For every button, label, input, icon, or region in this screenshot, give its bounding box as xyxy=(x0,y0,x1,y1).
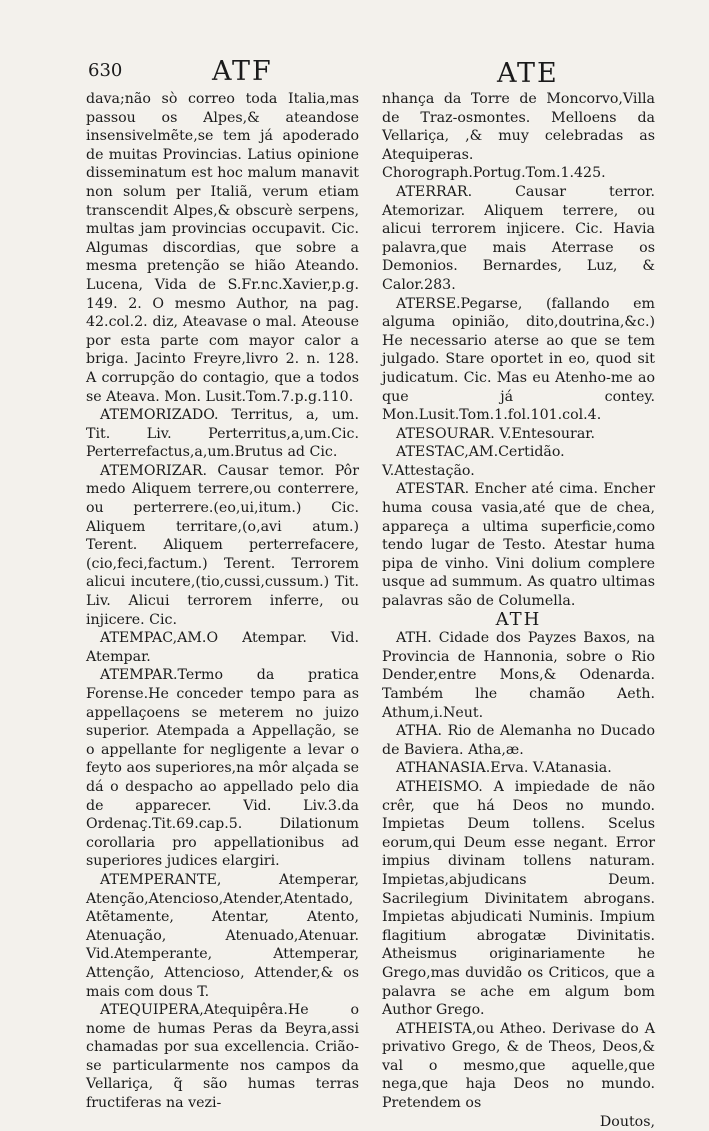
entry-paragraph: dava;não sò correo toda Italia,mas passou os Alpes,& ateandose insensivelmẽte,se tem já apoderado de muitas Provincias. Latius opinione disseminatum est hoc malum manavit non solum per Italiã, verum etiam transcendit Alpes,& obscurè serpens, multas jam provincias occupavit. Cic. Algumas discordias, que sobre a mesma pretenção se hião Ateando. Lucena, Vida de S.Fr.nc.Xavier,p.g. 149. 2. O mesmo Author, na pag. 42.col.2. diz, Ateavase o mal. Ateouse por esta parte com mayor calor a briga. Jacinto Freyre,livro 2. n. 128. A corrupção do contagio, que a todos se Ateava. Mon. Lusit.Tom.7.p.g.110. xyxy=(86,91,359,405)
left-column xyxy=(86,90,359,1113)
entry-paragraph: ATH. Cidade dos Payzes Baxos, na Provincia de Hannonia, sobre o Rio Dender,entre Mons,& Odenarda. Também lhe chamão Aeth. Athum,i.Neut. xyxy=(382,630,655,721)
entry-paragraph: ATEMORIZADO. Territus, a, um. Tit. Liv. Perterritus,a,um.Cic. Perterrefactus,a,um.Brutus ad Cic. xyxy=(86,407,359,461)
entry-paragraph: ATERRAR. Causar terror. Atemorizar. Aliquem terrere, ou alicui terrorem injicere. Cic. Havia palavra,que mais Aterrase os Demonios. Bernardes, Luz, & Calor.283. xyxy=(382,183,655,293)
section-heading: ATH xyxy=(495,608,542,630)
entry-paragraph: ATEMPERANTE, Atemperar, Atenção,Atencioso,Atender,Atentado, Atẽtamente, Atentar, Atento, Atenuação, Atenuado,Atenuar. Vid.Atemperante, Attemperar, Attenção, Attencioso, Attender,& os mais com dous T. xyxy=(86,871,359,1000)
right-running-head: ATE xyxy=(497,58,559,89)
entry-paragraph: ATHANASIA.Erva. V.Atanasia. xyxy=(396,760,612,777)
catchword: Doutos, xyxy=(599,1113,655,1130)
entry-paragraph: ATEMPAR.Termo da pratica Forense.He conceder tempo para as appellaçoens se meterem no juizo superior. Atempada a Appellação, se o appellante for negligente a levar o feyto aos superiores,na môr alçada se dá o despacho ao appellado pelo dia de apparecer. Vid. Liv.3.da Ordenaç.Tit.69.cap.5. Dilationum corollaria pro appellationibus ad superiores judices elargiri. xyxy=(86,667,359,870)
right-column xyxy=(382,90,655,1131)
entry-paragraph: ATERSE.Pegarse, (fallando em alguma opinião, dito,doutrina,&c.) He necessario aterse ao que se tem julgado. Stare oportet in eo, quod sit judicatum. Cic. Mas eu Atenho-me ao que já contey. Mon.Lusit.Tom.1.fol.101.col.4. xyxy=(382,295,655,424)
entry-paragraph: ATESOURAR. V.Entesourar. xyxy=(396,425,596,442)
entry-paragraph: ATESTAC,AM.Certidão. V.Attestação. xyxy=(382,444,565,479)
entry-paragraph: ATHEISMO. A impiedade de não crêr, que há Deos no mundo. Impietas Deum tollens. Scelus eorum,qui Deum esse negant. Error impius divinam tollens naturam. Impietas,abjudicans Deum. Sacrilegium Divinitatem abrogans. Impietas abjudicati Numinis. Impium flagitium abrogatæ Divinitatis. Atheismus originariamente he Grego,mas duvidão os Criticos, que a palavra se ache em algum bom Author Grego. xyxy=(382,778,655,1019)
entry-paragraph: nhança da Torre de Moncorvo,Villa de Traz-osmontes. Melloens da Vellariça, ,& muy celebradas as Atequiperas. Chorograph.Portug.Tom.1.425. xyxy=(382,91,655,182)
entry-paragraph: ATEMORIZAR. Causar temor. Pôr medo Aliquem terrere,ou conterrere, ou perterrere.(eo,ui,itum.) Cic. Aliquem territare,(o,avi atum.) Terent. Aliquem perterrefacere,(cio,feci,factum.) Terent. Terrorem alicui incutere,(tio,cussi,cussum.) Tit. Liv. Alicui terrorem inferre, ou injicere. Cic. xyxy=(86,462,359,628)
entry-paragraph: ATHEISTA,ou Atheo. Derivase do A privativo Grego, & de Theos, Deos,& val o mesmo,que aquelle,que nega,que haja Deos no mundo. Pretendem os xyxy=(382,1020,655,1112)
entry-paragraph: ATHA. Rio de Alemanha no Ducado de Baviera. Atha,æ. xyxy=(382,723,655,758)
left-running-head: ATF xyxy=(212,56,273,87)
entry-paragraph: ATESTAR. Encher até cima. Encher huma cousa vasia,até que de chea, appareça a ultima superficie,como tendo lugar de Testo. Atestar huma pipa de vinho. Vini dolium complere usque ad summum. As quatro ultimas palavras são de Columella. xyxy=(382,481,655,610)
entry-paragraph: ATEMPAC,AM.O Atempar. Vid. Atempar. xyxy=(86,630,359,665)
entry-paragraph: ATEQUIPERA,Atequipêra.He o nome de humas Peras da Beyra,assi chamadas por sua excellencia. Crião-se particularmente nos campos da Vellariça, q̃ são humas terras fructiferas na vezi- xyxy=(86,1002,359,1112)
page-number: 630 xyxy=(88,60,123,81)
